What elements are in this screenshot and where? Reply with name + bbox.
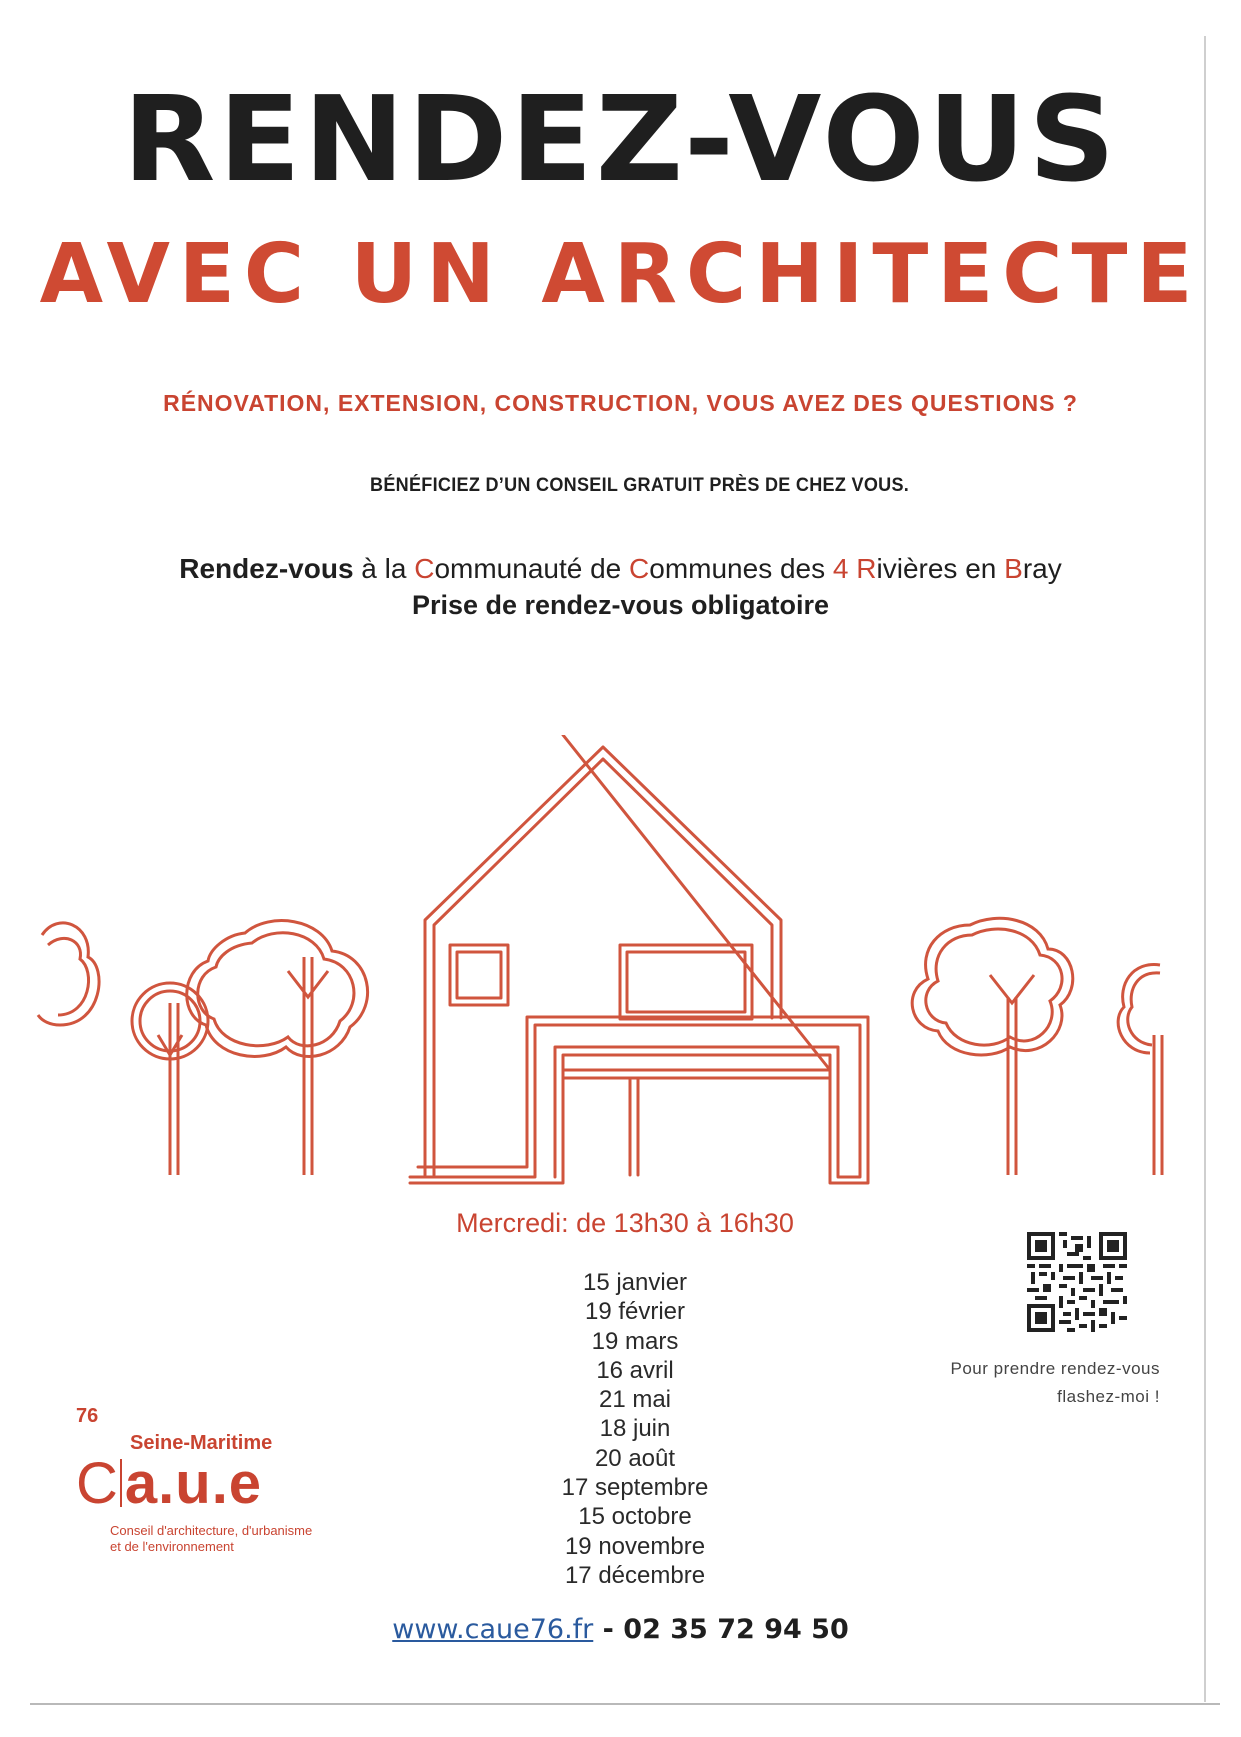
footer-contact (0, 1614, 1241, 1645)
qr-caption-line: flashez-moi ! (1057, 1387, 1160, 1406)
qr-caption (900, 1355, 1160, 1411)
date-item: 19 mars (591, 1327, 679, 1355)
poster-subtitle: AVEC UN ARCHITECTE (39, 227, 1202, 322)
poster-title: RENDEZ-VOUS (122, 70, 1119, 208)
location-text: ivières en (876, 553, 1005, 584)
tree-icon (912, 918, 1162, 1175)
location-initial: C (414, 553, 435, 584)
logo-description (110, 1523, 312, 1555)
logo-description-line: et de l'environnement (110, 1539, 234, 1554)
qr-code[interactable] (1027, 1232, 1127, 1332)
date-item: 16 avril (596, 1356, 674, 1384)
location-initial: B (1004, 553, 1023, 584)
date-item: 15 octobre (578, 1503, 692, 1531)
date-item: 21 mai (598, 1386, 672, 1414)
qr-caption-line: Pour prendre rendez-vous (950, 1359, 1160, 1378)
logo-mark-aue: a.u.e (124, 1451, 263, 1516)
house-illustration (30, 735, 1180, 1190)
tree-icon (132, 921, 368, 1175)
location-line (0, 553, 1241, 585)
location-initial: R (856, 553, 877, 584)
logo-number: 76 (76, 1405, 99, 1427)
location-text: ommunauté de (434, 553, 630, 584)
tree-icon (38, 923, 99, 1025)
benefit-line: BÉNÉFICIEZ D’UN CONSEIL GRATUIT PRÈS DE CHEZ VOUS. (370, 475, 910, 496)
footer-separator: - (593, 1614, 624, 1645)
website-link[interactable]: www.caue76.fr (392, 1614, 594, 1645)
date-item: 19 février (584, 1298, 686, 1326)
dates-list (520, 1268, 750, 1590)
logo-region: Seine-Maritime (130, 1432, 273, 1454)
date-item: 17 septembre (561, 1474, 709, 1502)
location-initial: 4 (832, 553, 849, 584)
schedule-hours: Mercredi: de 13h30 à 16h30 (456, 1208, 794, 1238)
logo-mark-c: C (76, 1451, 118, 1516)
page-edge-bottom (30, 1703, 1220, 1705)
questions-headline: RÉNOVATION, EXTENSION, CONSTRUCTION, VOUS AVEZ DES QUESTIONS ? (163, 390, 1078, 416)
logo-divider (120, 1459, 122, 1507)
date-item: 19 novembre (564, 1532, 706, 1560)
location-text: ray (1022, 553, 1062, 584)
appointment-required: Prise de rendez-vous obligatoire (411, 590, 830, 620)
date-item: 15 janvier (582, 1269, 688, 1296)
date-item: 17 décembre (564, 1561, 706, 1589)
date-item: 18 juin (599, 1415, 671, 1443)
date-item: 20 août (594, 1444, 676, 1472)
location-initial: C (629, 553, 650, 584)
location-text: ommunes des (649, 553, 833, 584)
location-text: à la (353, 553, 415, 584)
location-lead: Rendez-vous (179, 553, 354, 584)
phone-number: 02 35 72 94 50 (623, 1614, 849, 1645)
logo-description-line: Conseil d'architecture, d'urbanisme (110, 1523, 313, 1538)
caue-logo (76, 1451, 263, 1516)
